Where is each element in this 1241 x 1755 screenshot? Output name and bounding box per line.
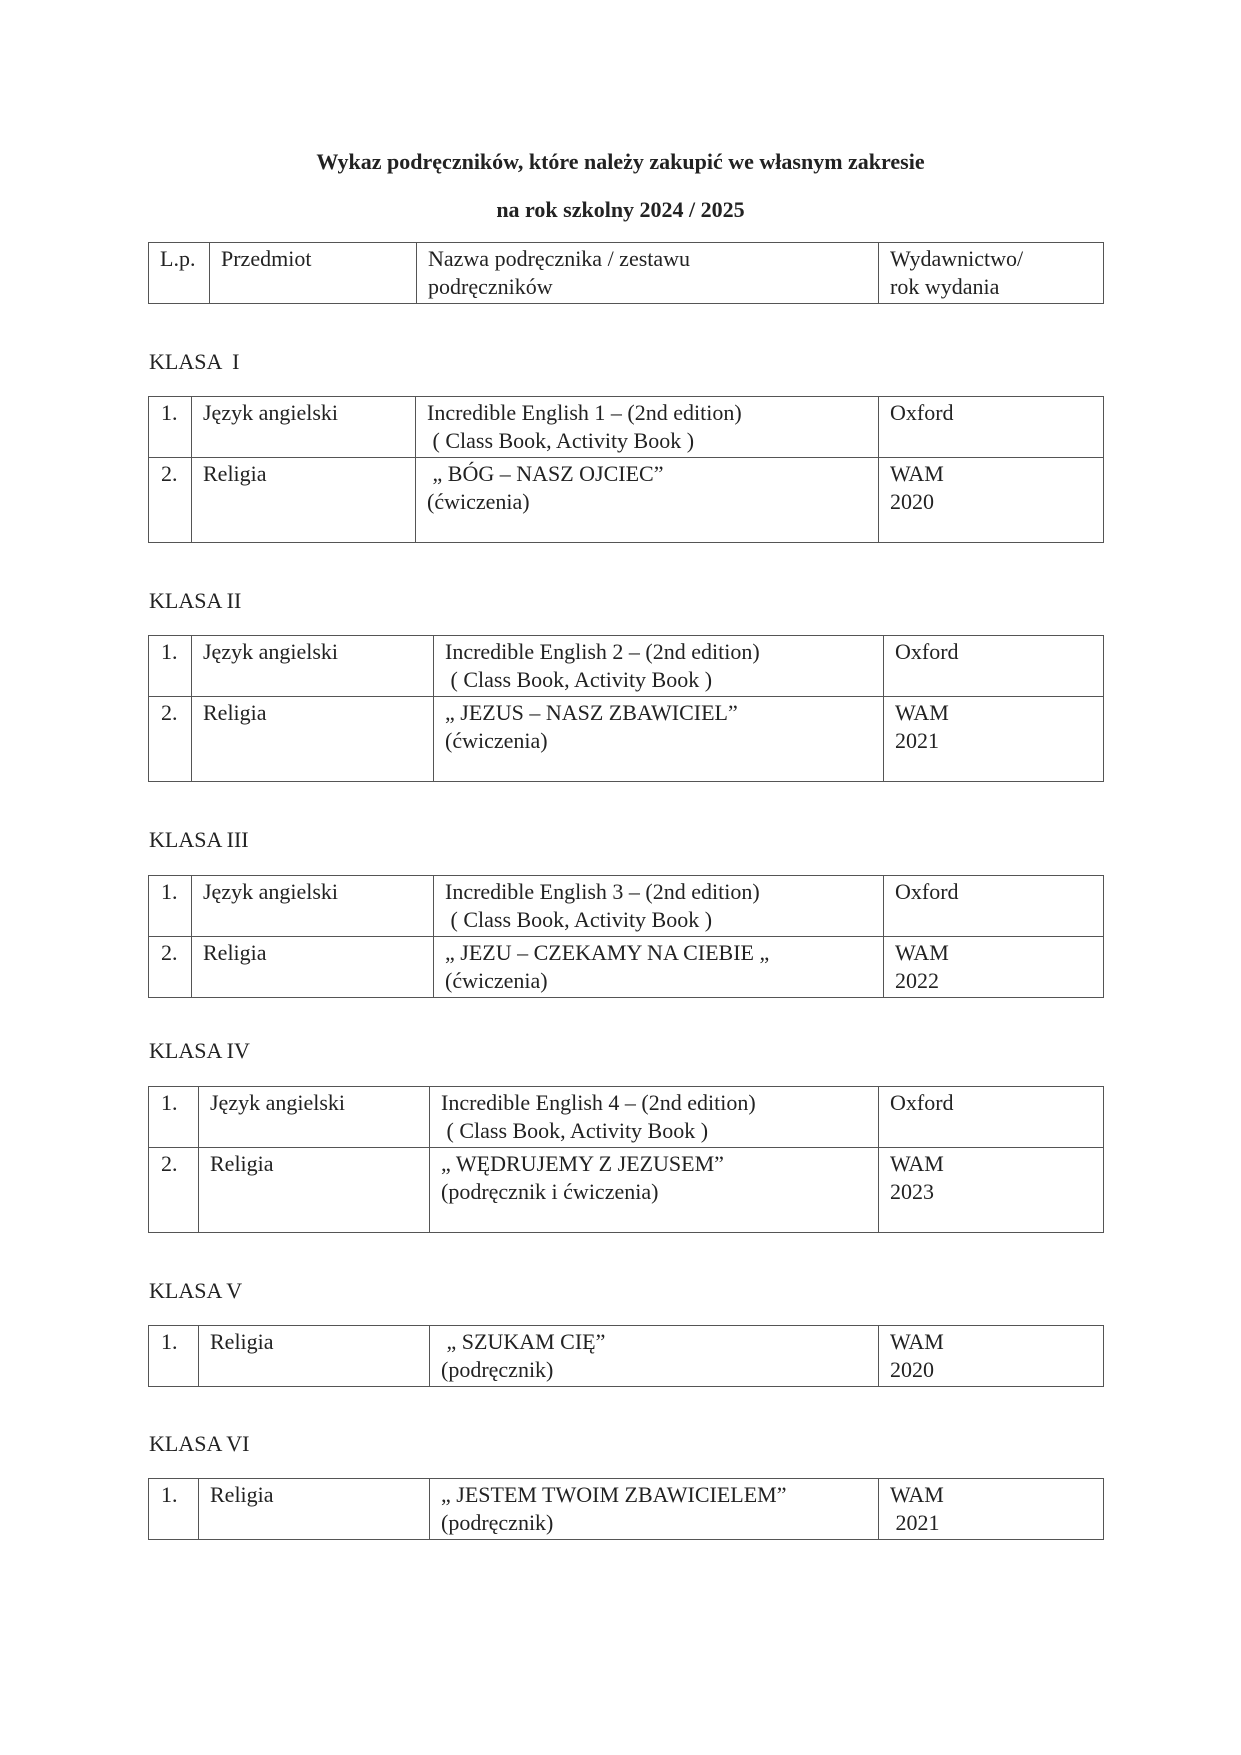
row-title-line2: (ćwiczenia) — [445, 728, 548, 753]
row-publisher-year — [890, 1117, 1103, 1145]
row-publisher — [884, 876, 1104, 937]
row-publisher — [879, 397, 1104, 458]
row-title — [416, 397, 879, 458]
row-lp: 1. — [149, 876, 192, 937]
row-lp: 1. — [149, 1326, 199, 1387]
row-subject: Religia — [199, 1479, 430, 1540]
row-publisher-name: Oxford — [895, 639, 959, 664]
row-title-line1: Incredible English 1 – (2nd edition) — [427, 400, 742, 425]
row-title — [434, 697, 884, 782]
row-subject: Język angielski — [192, 397, 416, 458]
row-publisher — [879, 458, 1104, 543]
row-subject: Religia — [199, 1326, 430, 1387]
row-title-line1: „ SZUKAM CIĘ” — [441, 1329, 606, 1354]
table-row — [149, 458, 1104, 543]
row-title-line1: „ JEZUS – NASZ ZBAWICIEL” — [445, 700, 738, 725]
row-publisher — [884, 697, 1104, 782]
row-title-line2: (ćwiczenia) — [427, 489, 530, 514]
table-row — [149, 397, 1104, 458]
row-publisher-year: 2021 — [895, 728, 939, 753]
row-publisher-year: 2020 — [890, 1357, 934, 1382]
header-wydawnictwo-line1: Wydawnictwo/ — [890, 246, 1024, 271]
row-publisher-name: WAM — [890, 1151, 944, 1176]
header-nazwa-line2: podręczników — [428, 274, 553, 299]
row-publisher-name: Oxford — [890, 1090, 954, 1115]
class-table-1 — [148, 396, 1104, 543]
table-row — [149, 1326, 1104, 1387]
row-title-line1: Incredible English 4 – (2nd edition) — [441, 1090, 756, 1115]
school-year-title: na rok szkolny 2024 / 2025 — [496, 197, 745, 222]
row-lp: 1. — [149, 397, 192, 458]
header-nazwa-line1: Nazwa podręcznika / zestawu — [428, 246, 691, 271]
row-publisher-year: 2020 — [890, 489, 934, 514]
row-title-line2: ( Class Book, Activity Book ) — [445, 667, 713, 692]
header-nazwa — [417, 243, 879, 304]
row-publisher-name: Oxford — [890, 400, 954, 425]
row-title-line2: (ćwiczenia) — [445, 968, 548, 993]
row-title-line1: „ JESTEM TWOIM ZBAWICIELEM” — [441, 1482, 787, 1507]
row-publisher — [879, 1087, 1104, 1148]
row-title-line2: ( Class Book, Activity Book ) — [445, 907, 713, 932]
table-row — [149, 876, 1104, 937]
row-publisher-name: Oxford — [895, 879, 959, 904]
row-subject: Język angielski — [192, 636, 434, 697]
row-lp: 2. — [149, 937, 192, 998]
row-title-line2: ( Class Book, Activity Book ) — [441, 1118, 709, 1143]
row-lp: 2. — [149, 697, 192, 782]
row-title-line2: ( Class Book, Activity Book ) — [427, 428, 695, 453]
row-publisher-year: 2022 — [895, 968, 939, 993]
class-table-3 — [148, 875, 1104, 998]
row-publisher-name: WAM — [895, 700, 949, 725]
row-title — [434, 636, 884, 697]
row-subject: Religia — [192, 458, 416, 543]
row-publisher — [884, 937, 1104, 998]
row-subject: Religia — [192, 697, 434, 782]
row-subject: Język angielski — [199, 1087, 430, 1148]
row-title — [416, 458, 879, 543]
row-title-line1: „ WĘDRUJEMY Z JEZUSEM” — [441, 1151, 724, 1176]
class-label-3: KLASA III — [149, 827, 249, 852]
header-lp: L.p. — [149, 243, 210, 304]
row-publisher-year: 2023 — [890, 1179, 934, 1204]
row-publisher-name: WAM — [890, 461, 944, 486]
row-publisher — [884, 636, 1104, 697]
row-lp: 2. — [149, 1148, 199, 1233]
table-row — [149, 937, 1104, 998]
header-row — [149, 243, 1104, 304]
class-table-4 — [148, 1086, 1104, 1233]
row-publisher — [879, 1326, 1104, 1387]
table-row — [149, 1479, 1104, 1540]
row-title — [434, 937, 884, 998]
class-label-5: KLASA V — [149, 1278, 243, 1303]
row-title-line1: Incredible English 3 – (2nd edition) — [445, 879, 760, 904]
row-title-line1: „ BÓG – NASZ OJCIEC” — [427, 461, 664, 486]
row-publisher-year: 2021 — [890, 1510, 940, 1535]
table-row — [149, 697, 1104, 782]
row-publisher-year — [895, 906, 1103, 934]
row-publisher-year — [895, 666, 1103, 694]
table-row — [149, 1148, 1104, 1233]
row-title-line2: (podręcznik) — [441, 1510, 554, 1535]
row-lp: 1. — [149, 1479, 199, 1540]
class-label-4: KLASA IV — [149, 1038, 250, 1063]
row-lp: 2. — [149, 458, 192, 543]
class-label-1: KLASA I — [149, 349, 240, 374]
row-title-line2: (podręcznik i ćwiczenia) — [441, 1179, 659, 1204]
row-subject: Język angielski — [192, 876, 434, 937]
row-lp: 1. — [149, 1087, 199, 1148]
header-wydawnictwo-line2: rok wydania — [890, 274, 1000, 299]
class-table-2 — [148, 635, 1104, 782]
table-row — [149, 1087, 1104, 1148]
row-title — [430, 1087, 879, 1148]
row-title — [434, 876, 884, 937]
row-publisher — [879, 1148, 1104, 1233]
row-publisher-name: WAM — [890, 1482, 944, 1507]
row-publisher-year — [890, 427, 1103, 455]
class-label-2: KLASA II — [149, 588, 242, 613]
header-przedmiot: Przedmiot — [210, 243, 417, 304]
class-table-6 — [148, 1478, 1104, 1540]
row-publisher-name: WAM — [895, 940, 949, 965]
class-label-6: KLASA VI — [149, 1431, 250, 1456]
row-publisher-name: WAM — [890, 1329, 944, 1354]
row-title-line1: Incredible English 2 – (2nd edition) — [445, 639, 760, 664]
row-subject: Religia — [199, 1148, 430, 1233]
row-title — [430, 1479, 879, 1540]
class-table-5 — [148, 1325, 1104, 1387]
header-wydawnictwo — [879, 243, 1104, 304]
row-title-line1: „ JEZU – CZEKAMY NA CIEBIE „ — [445, 940, 770, 965]
row-title — [430, 1326, 879, 1387]
table-row — [149, 636, 1104, 697]
row-lp: 1. — [149, 636, 192, 697]
header-table — [148, 242, 1104, 304]
document-title: Wykaz podręczników, które należy zakupić we własnym zakresie — [316, 149, 925, 174]
row-title-line2: (podręcznik) — [441, 1357, 554, 1382]
row-subject: Religia — [192, 937, 434, 998]
row-title — [430, 1148, 879, 1233]
row-publisher — [879, 1479, 1104, 1540]
